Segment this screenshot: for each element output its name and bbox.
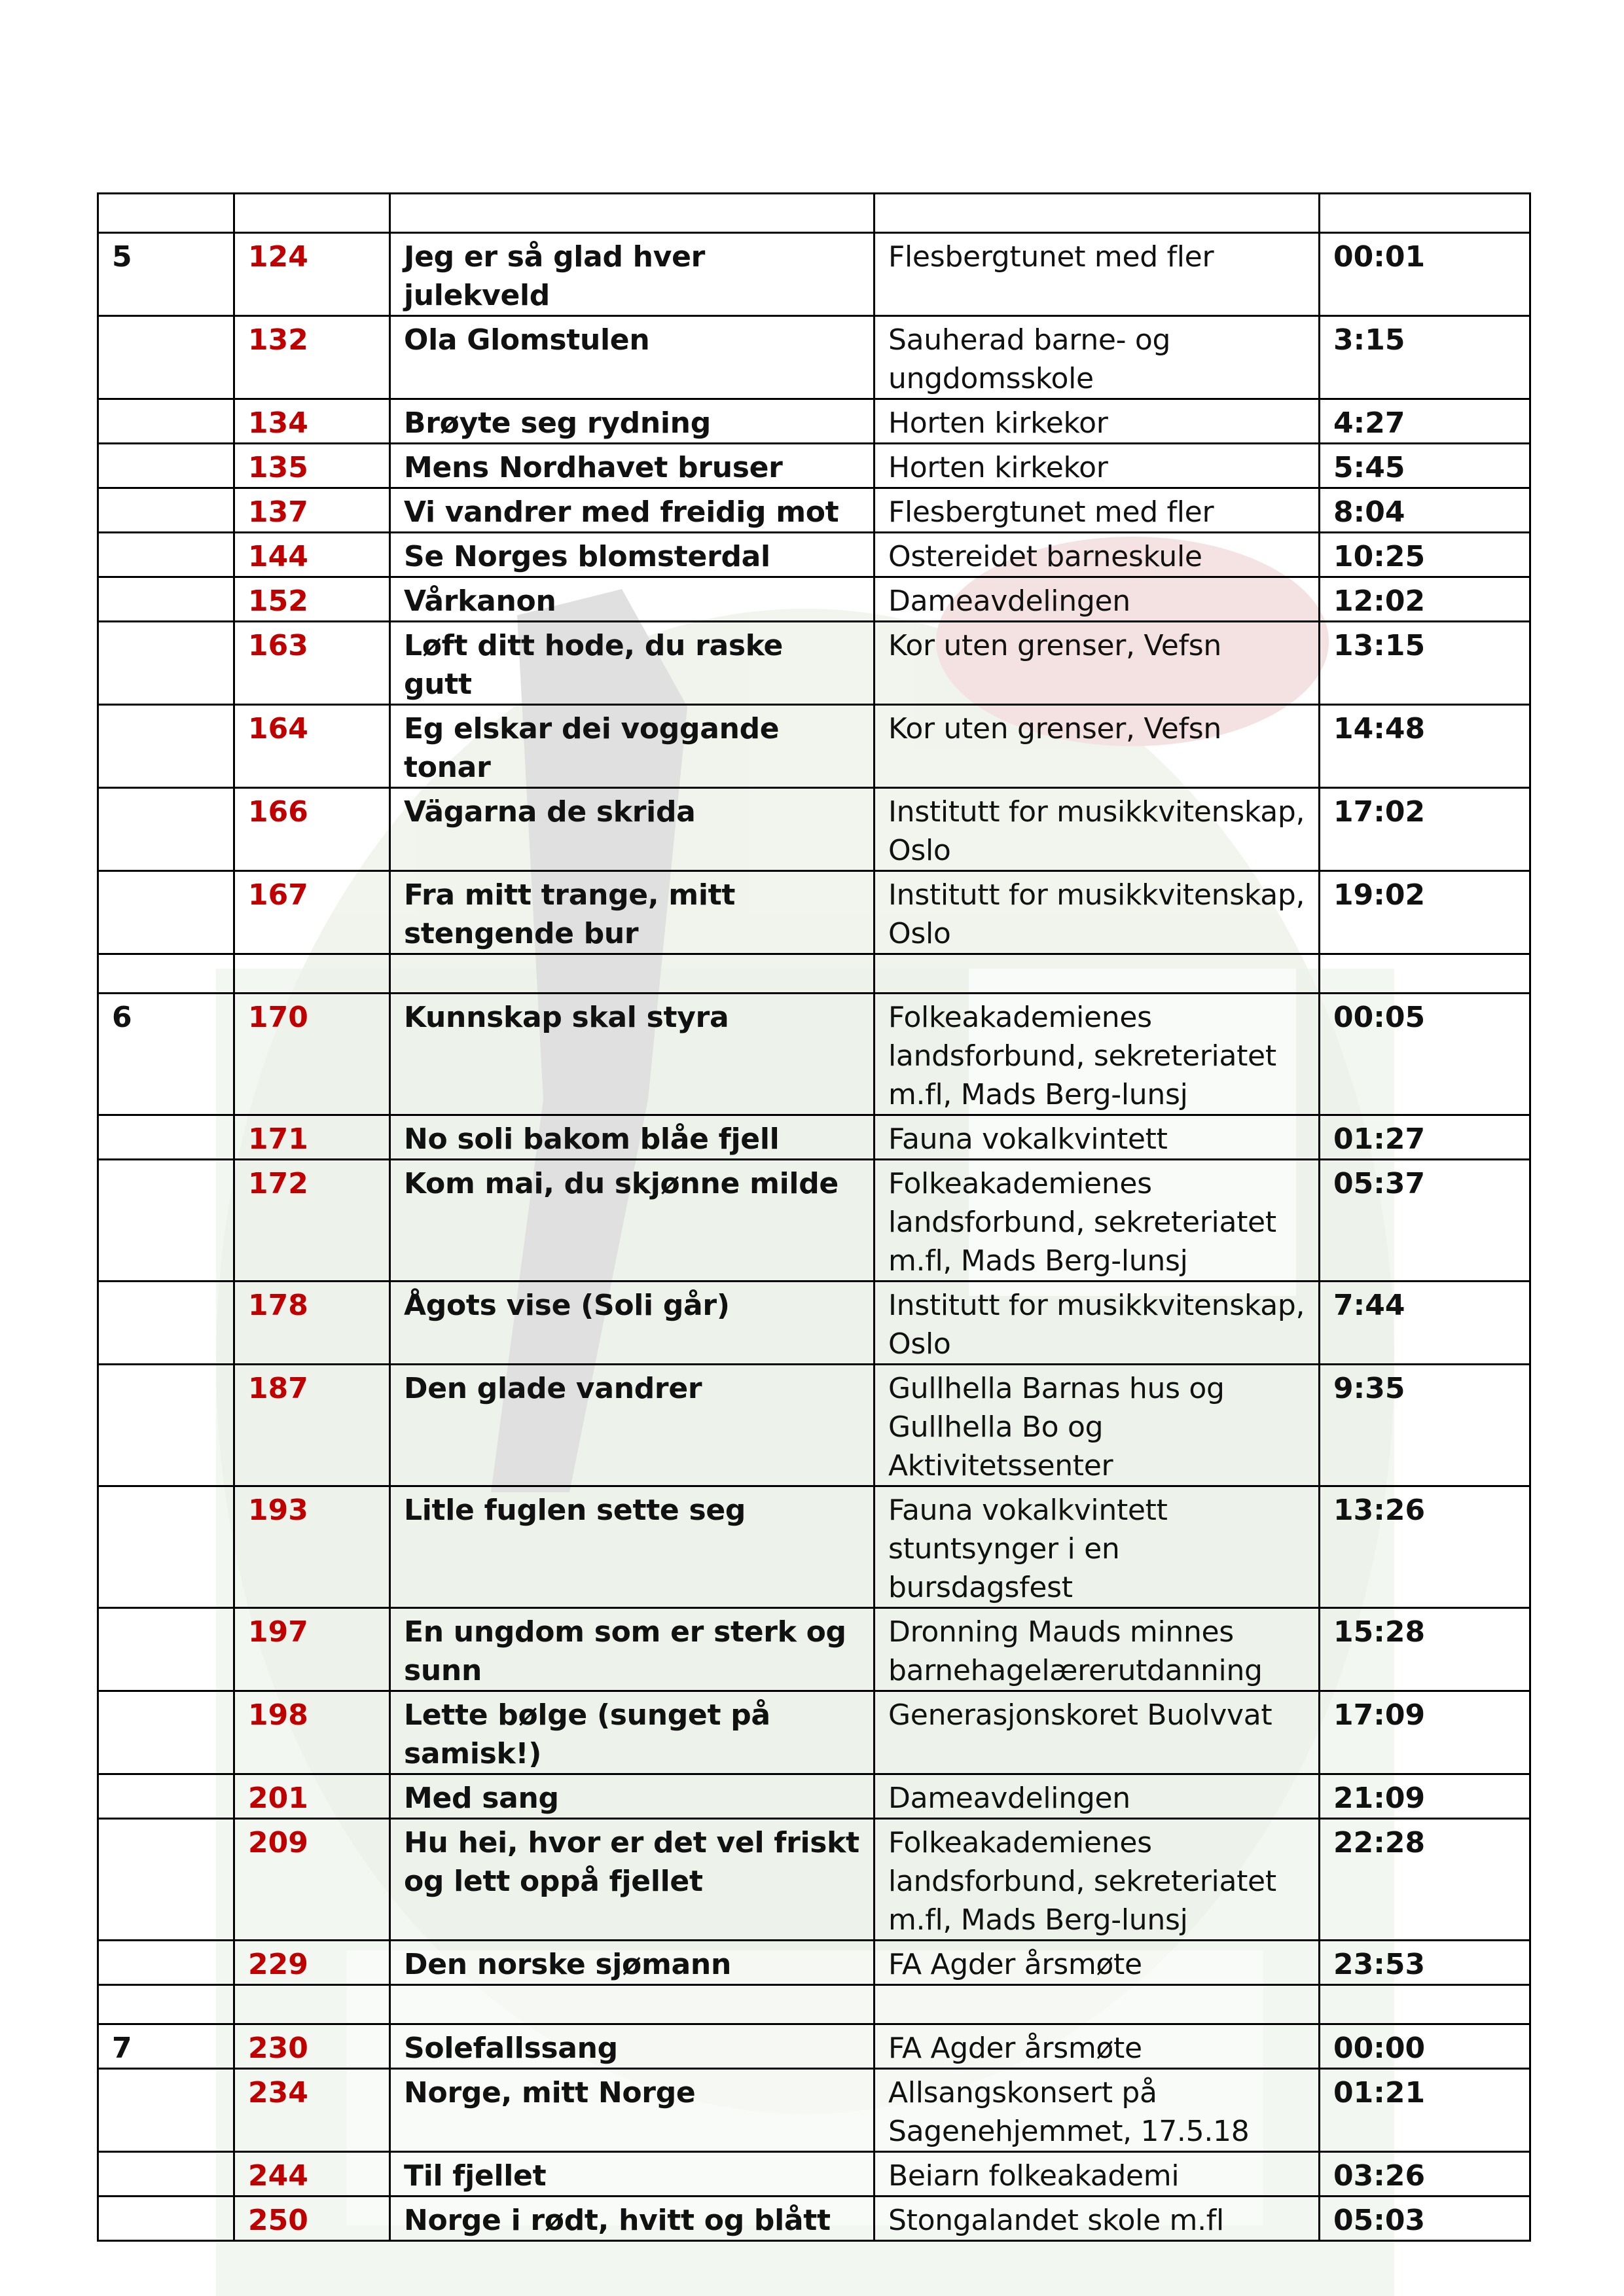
song-number: 178 [234,1282,390,1365]
timestamp: 10:25 [1320,533,1530,577]
section-number-cell [98,444,234,488]
section-number-cell [98,577,234,622]
timestamp: 00:00 [1320,2024,1530,2069]
song-number: 198 [234,1691,390,1774]
section-number-cell: 7 [98,2024,234,2069]
song-number: 193 [234,1486,390,1608]
song-number: 201 [234,1774,390,1819]
performer: Institutt for musikkvitenskap, Oslo [875,871,1320,954]
song-number: 135 [234,444,390,488]
performer: FA Agder årsmøte [875,1941,1320,1985]
table-row [98,399,1530,444]
section-number-cell [98,1608,234,1691]
performer: Institutt for musikkvitenskap, Oslo [875,1282,1320,1365]
song-number: 250 [234,2197,390,2241]
song-number: 187 [234,1365,390,1486]
song-number: 197 [234,1608,390,1691]
timestamp: 12:02 [1320,577,1530,622]
timestamp: 8:04 [1320,488,1530,533]
section-number-cell [98,2069,234,2152]
song-number: 152 [234,577,390,622]
song-number: 167 [234,871,390,954]
table-row [98,871,1530,954]
performer: FA Agder årsmøte [875,2024,1320,2069]
table-row [98,444,1530,488]
empty-cell [1320,194,1530,233]
table-row [98,705,1530,788]
table-row [98,1160,1530,1282]
performer: Dameavdelingen [875,577,1320,622]
song-number: 132 [234,316,390,399]
song-number: 137 [234,488,390,533]
performer: Folkeakademienes landsforbund, sekreteriatet m.fl, Mads Berg-lunsj [875,1819,1320,1941]
section-number-cell: 6 [98,994,234,1115]
timestamp: 01:27 [1320,1115,1530,1160]
table-row [98,1115,1530,1160]
performer: Horten kirkekor [875,444,1320,488]
timestamp: 13:26 [1320,1486,1530,1608]
timestamp: 7:44 [1320,1282,1530,1365]
performer: Dronning Mauds minnes barnehagelærerutdanning [875,1608,1320,1691]
song-title: Kunnskap skal styra [390,994,875,1115]
section-number-cell [98,1486,234,1608]
performer: Folkeakademienes landsforbund, sekreteriatet m.fl, Mads Berg-lunsj [875,994,1320,1115]
song-title: Løft ditt hode, du raske gutt [390,622,875,705]
timestamp: 05:03 [1320,2197,1530,2241]
song-title: Brøyte seg rydning [390,399,875,444]
table-row [98,1486,1530,1608]
section-number-cell [98,1282,234,1365]
song-title: No soli bakom blåe fjell [390,1115,875,1160]
performer: Beiarn folkeakademi [875,2152,1320,2197]
song-title: Norge, mitt Norge [390,2069,875,2152]
song-number: 244 [234,2152,390,2197]
song-title: Vårkanon [390,577,875,622]
section-number-cell [98,488,234,533]
timestamp: 22:28 [1320,1819,1530,1941]
song-title: Med sang [390,1774,875,1819]
empty-cell [234,194,390,233]
section-number-cell [98,533,234,577]
empty-cell [875,954,1320,994]
timestamp: 15:28 [1320,1608,1530,1691]
section-number-cell: 5 [98,233,234,316]
section-number-cell [98,1819,234,1941]
empty-cell [98,1985,234,2024]
song-title: Vi vandrer med freidig mot [390,488,875,533]
section-number-cell [98,1160,234,1282]
performer: Kor uten grenser, Vefsn [875,622,1320,705]
song-title: Fra mitt trange, mitt stengende bur [390,871,875,954]
empty-cell [234,1985,390,2024]
song-number: 209 [234,1819,390,1941]
performer: Generasjonskoret Buolvvat [875,1691,1320,1774]
timestamp: 01:21 [1320,2069,1530,2152]
empty-cell [234,954,390,994]
timestamp: 00:01 [1320,233,1530,316]
song-title: Hu hei, hvor er det vel friskt og lett oppå fjellet [390,1819,875,1941]
timestamp: 21:09 [1320,1774,1530,1819]
table-row [98,488,1530,533]
empty-cell [98,194,234,233]
timestamp: 03:26 [1320,2152,1530,2197]
section-number-cell [98,2197,234,2241]
table-row [98,577,1530,622]
empty-cell [390,1985,875,2024]
performer: Dameavdelingen [875,1774,1320,1819]
track-list-body [98,194,1530,2241]
section-number-cell [98,788,234,871]
song-title: Litle fuglen sette seg [390,1486,875,1608]
blank-separator-row [98,1985,1530,2024]
table-row [98,533,1530,577]
timestamp: 17:02 [1320,788,1530,871]
performer: Flesbergtunet med fler [875,233,1320,316]
song-title: Mens Nordhavet bruser [390,444,875,488]
song-number: 171 [234,1115,390,1160]
empty-cell [1320,954,1530,994]
performer: Institutt for musikkvitenskap, Oslo [875,788,1320,871]
song-title: Ola Glomstulen [390,316,875,399]
table-row [98,2152,1530,2197]
timestamp: 13:15 [1320,622,1530,705]
performer: Fauna vokalkvintett stuntsynger i en bursdagsfest [875,1486,1320,1608]
timestamp: 4:27 [1320,399,1530,444]
performer: Fauna vokalkvintett [875,1115,1320,1160]
performer: Kor uten grenser, Vefsn [875,705,1320,788]
empty-cell [875,1985,1320,2024]
performer: Sauherad barne- og ungdomsskole [875,316,1320,399]
song-title: Kom mai, du skjønne milde [390,1160,875,1282]
table-row [98,233,1530,316]
empty-cell [875,194,1320,233]
song-number: 229 [234,1941,390,1985]
song-number: 144 [234,533,390,577]
song-title: Den norske sjømann [390,1941,875,1985]
song-number: 172 [234,1160,390,1282]
table-row [98,2197,1530,2241]
blank-separator-row [98,954,1530,994]
performer: Folkeakademienes landsforbund, sekreteriatet m.fl, Mads Berg-lunsj [875,1160,1320,1282]
timestamp: 23:53 [1320,1941,1530,1985]
song-number: 124 [234,233,390,316]
timestamp: 05:37 [1320,1160,1530,1282]
timestamp: 14:48 [1320,705,1530,788]
timestamp: 19:02 [1320,871,1530,954]
performer: Flesbergtunet med fler [875,488,1320,533]
timestamp: 5:45 [1320,444,1530,488]
table-row [98,1365,1530,1486]
song-title: Solefallssang [390,2024,875,2069]
song-number: 170 [234,994,390,1115]
track-list-table [97,192,1531,2242]
empty-cell [98,954,234,994]
song-title: Eg elskar dei voggande tonar [390,705,875,788]
song-number: 234 [234,2069,390,2152]
table-row [98,788,1530,871]
table-row [98,2069,1530,2152]
timestamp: 17:09 [1320,1691,1530,1774]
section-number-cell [98,1774,234,1819]
performer: Allsangskonsert på Sagenehjemmet, 17.5.18 [875,2069,1320,2152]
empty-cell [390,194,875,233]
table-row [98,622,1530,705]
song-number: 164 [234,705,390,788]
section-number-cell [98,1941,234,1985]
performer: Stongalandet skole m.fl [875,2197,1320,2241]
song-title: Lette bølge (sunget på samisk!) [390,1691,875,1774]
song-title: Se Norges blomsterdal [390,533,875,577]
table-row [98,1691,1530,1774]
song-title: Den glade vandrer [390,1365,875,1486]
table-row [98,1941,1530,1985]
section-number-cell [98,2152,234,2197]
song-title: Til fjellet [390,2152,875,2197]
song-title: Norge i rødt, hvitt og blått [390,2197,875,2241]
song-title: Ågots vise (Soli går) [390,1282,875,1365]
section-number-cell [98,1365,234,1486]
table-row [98,316,1530,399]
song-title: Jeg er så glad hver julekveld [390,233,875,316]
section-number-cell [98,316,234,399]
song-number: 166 [234,788,390,871]
section-number-cell [98,622,234,705]
performer: Horten kirkekor [875,399,1320,444]
table-row [98,994,1530,1115]
song-number: 134 [234,399,390,444]
song-number: 163 [234,622,390,705]
empty-cell [390,954,875,994]
performer: Ostereidet barneskule [875,533,1320,577]
section-number-cell [98,705,234,788]
song-title: En ungdom som er sterk og sunn [390,1608,875,1691]
performer: Gullhella Barnas hus og Gullhella Bo og Aktivitetssenter [875,1365,1320,1486]
empty-header-row [98,194,1530,233]
table-row [98,1774,1530,1819]
timestamp: 9:35 [1320,1365,1530,1486]
table-row [98,1282,1530,1365]
section-number-cell [98,871,234,954]
section-number-cell [98,1691,234,1774]
empty-cell [1320,1985,1530,2024]
section-number-cell [98,399,234,444]
table-row [98,2024,1530,2069]
song-number: 230 [234,2024,390,2069]
timestamp: 3:15 [1320,316,1530,399]
table-row [98,1608,1530,1691]
song-title: Vägarna de skrida [390,788,875,871]
section-number-cell [98,1115,234,1160]
table-row [98,1819,1530,1941]
timestamp: 00:05 [1320,994,1530,1115]
